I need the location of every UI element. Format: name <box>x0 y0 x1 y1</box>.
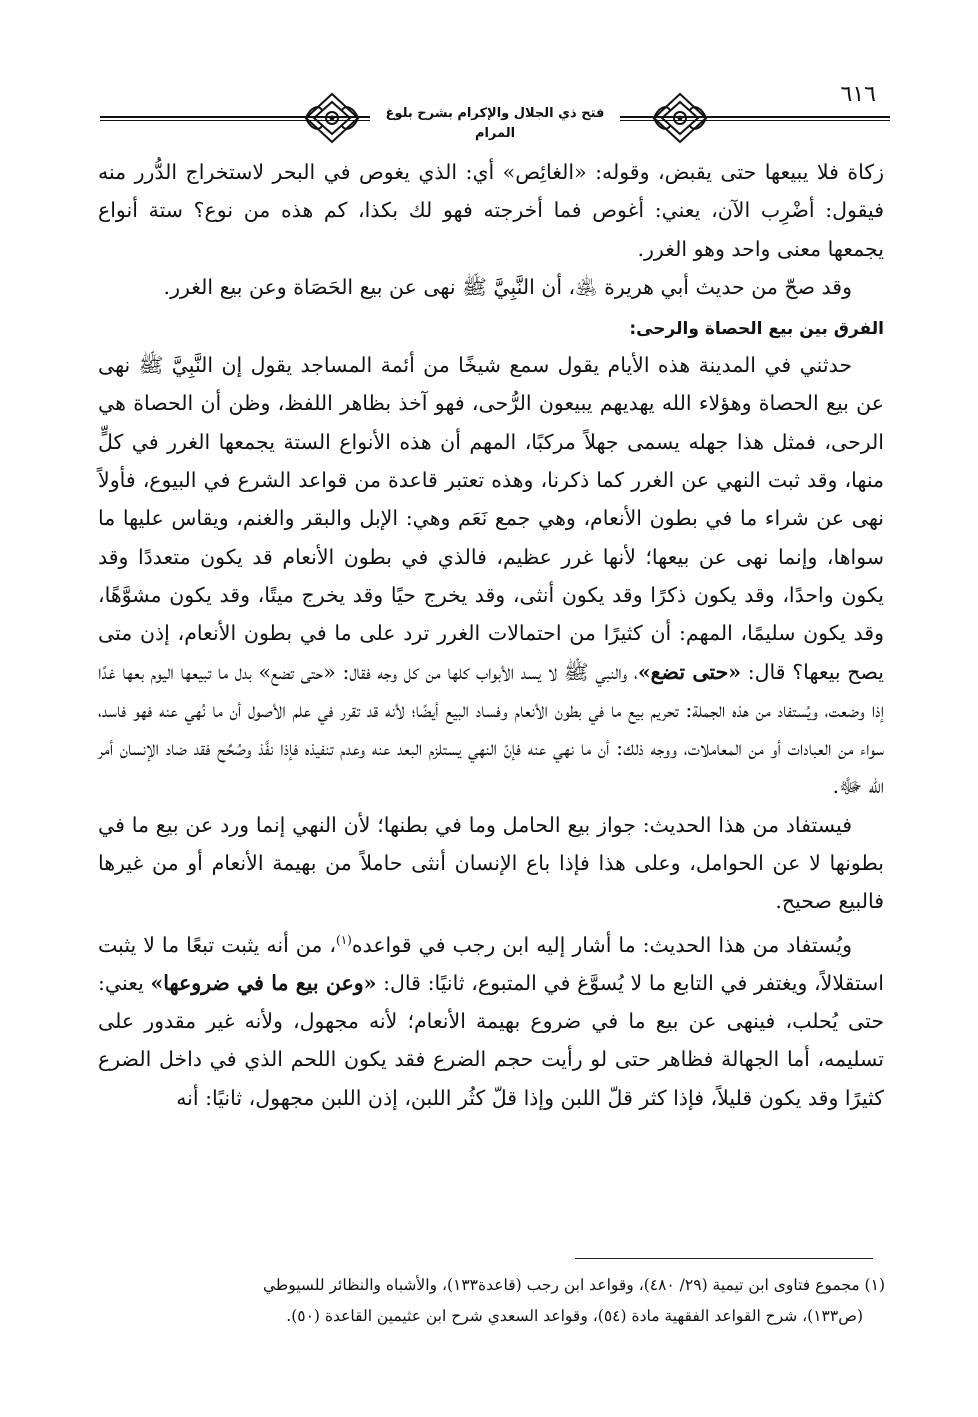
paragraph <box>98 346 884 806</box>
left-ornament-icon <box>300 90 364 146</box>
book-title: فتح ذي الجلال والإكرام بشرح بلوغ المرام <box>370 104 620 144</box>
footnotes <box>95 1270 885 1332</box>
main-text <box>98 153 884 1117</box>
hadith-quote: «وعن بيع ما في ضروعها» <box>150 970 377 995</box>
text-run: حدثني في المدينة هذه الأيام يقول سمع شيخًا من أئمة المساجد يقول إن النَّبِيَّ ﷺ نهى عن بيع الحصاة وهؤلاء الله يهديهم يبيعون الرُّحى، فهو آخذ بظاهر اللفظ، وظن أن الحصاة هي الرحى، فمثل هذا جهله يسمى جهلاً مركبًا، المهم أن هذه الأنواع الستة يجمعها الغرر في كلٍّ منها، وقد ثبت النهي عن الغرر كما ذكرنا، وهذه تعتبر قاعدة من قواعد الشرع في البيوع، فأولاً نهى عن شراء ما في بطون الأنعام، وهي جمع نَعَم وهي: الإبل والبقر والغنم، ويقاس عليها ما سواها، وإنما نهى عن بيعها؛ لأنها غرر عظيم، فالذي في بطون الأنعام قد يكون متعددًا وقد يكون واحدًا، وقد يكون ذكرًا وقد يكون أنثى، وقد يخرج حيًا وقد يخرج ميتًا، وقد يكون مشوَّهًا، وقد يكون سليمًا، المهم: أن كثيرًا من احتمالات الغرر ترد على ما في بطون الأنعام، إذن متى يصح بيعها؟ قال: <box>98 353 884 684</box>
section-heading: الفرق بين بيع الحصاة والرحى: <box>629 319 884 340</box>
text-run: ، والنبي ﷺ لا يسد الأبواب كلها من كل وجه فقال: «حتى تضع» بدل ما تبيعها اليوم بعها غدًا إذا وضعت، ويُستفاد من هذه الجملة: تحريم بيع ما في بطون الأنعام وفساد البيع أيضًا؛ لأنه قد تقرر في علم الأصول أن ما نُهي عنه فهو فاسد، سواء من العبادات أو من المعاملات، ووجه ذلك: أن ما نهي عنه فإنّ النهي يستلزم البعد عنه وعدم تنفيذه فإذا نفَّذ وصُحِّح فقد ضاد الإنسان أمر الله ﷻ. <box>98 659 884 799</box>
footnote-line: (ص١٣٣)، شرح القواعد الفقهية مادة (٥٤)، وقواعد السعدي شرح ابن عثيمين القاعدة (٥٠). <box>286 1307 863 1325</box>
page-number: ٦١٦ <box>837 82 880 107</box>
text-run: ، من أنه يثبت تبعًا ما لا يثبت استقلالاً، ويغتفر في التابع ما لا يُسوَّغ في المتبوع، ثانيًا: قال: <box>98 932 884 995</box>
footnote-ref: (١) <box>336 932 352 947</box>
hadith-quote: «حتى تضع» <box>637 659 742 684</box>
text-run: ويُستفاد من هذا الحديث: ما أشار إليه ابن رجب في قواعده <box>351 932 853 957</box>
paragraph: زكاة فلا يبيعها حتى يقبض، وقوله: «الغائِص» أي: الذي يغوص في البحر لاستخراج الدُّرر منه فيقول: أضْرِب الآن، يعني: أغوص فما أخرجته فهو لك بكذا، كم هذه من نوع؟ ستة أنواع يجمعها معنى واحد وهو الغرر. <box>98 160 884 261</box>
footnote-separator <box>575 1258 873 1259</box>
paragraph <box>98 921 884 1117</box>
footnote-line: (١) مجموع فتاوى ابن تيمية (٢٩/ ٤٨٠)، وقواعد ابن رجب (قاعدة١٣٣)، والأشباه والنظائر للسيوطي <box>262 1276 885 1294</box>
paragraph: وقد صحّ من حديث أبي هريرة ﵁، أن النَّبِيَّ ﷺ نهى عن بيع الحَصَاة وعن بيع الغرر. <box>163 274 852 299</box>
right-ornament-icon <box>648 90 712 146</box>
page-header <box>100 74 890 154</box>
text-run: يعني: حتى يُحلب، فينهى عن بيع ما في ضروع بهيمة الأنعام؛ لأنه مجهول، ولأنه غير مقدور على تسليمه، أما الجهالة فظاهر حتى لو رأيت حجم الضرع فقد يكون اللحم الذي في داخل الضرع كثيرًا وقد يكون قليلاً، فإذا كثر قلّ اللبن وإذا قلّ كثُر اللبن، إذن اللبن مجهول، ثانيًا: أنه <box>98 970 884 1110</box>
paragraph: فيستفاد من هذا الحديث: جواز بيع الحامل وما في بطنها؛ لأن النهي إنما ورد عن بيع ما في بطونها لا عن الحوامل، وعلى هذا فإذا باع الإنسان أنثى حاملاً من بهيمة الأنعام أو من غيرها فالبيع صحيح. <box>98 812 884 914</box>
